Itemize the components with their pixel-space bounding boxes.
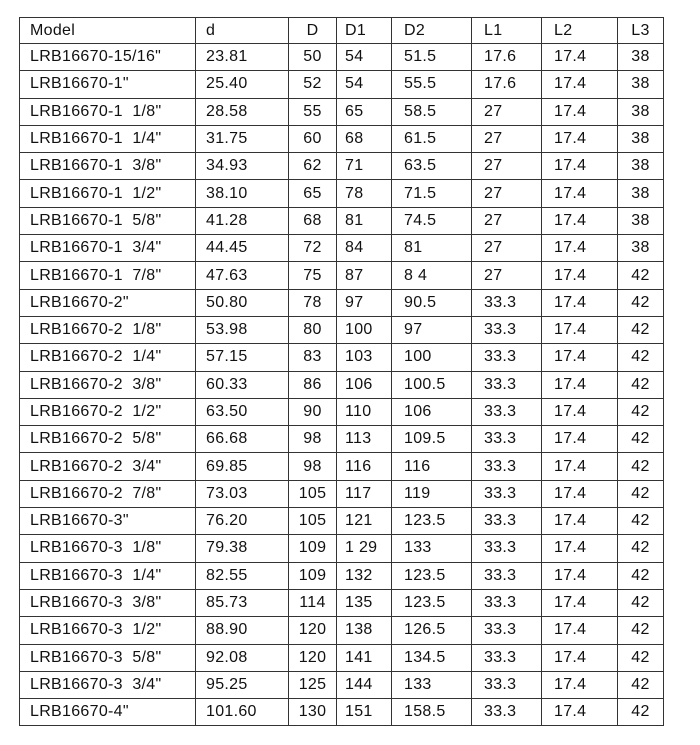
cell-d1: 106 (337, 371, 392, 398)
table-row (20, 453, 664, 480)
cell-l3: 42 (618, 535, 664, 562)
cell-d1: 144 (337, 671, 392, 698)
cell-l2: 17.4 (542, 207, 618, 234)
cell-d: 92.08 (196, 644, 289, 671)
table-row (20, 508, 664, 535)
cell-l2: 17.4 (542, 480, 618, 507)
cell-l3: 42 (618, 316, 664, 343)
cell-d: 44.45 (196, 235, 289, 262)
cell-l1: 33.3 (472, 289, 542, 316)
table-row (20, 426, 664, 453)
cell-l3: 42 (618, 426, 664, 453)
cell-d1: 1 29 (337, 535, 392, 562)
cell-d: 38.10 (196, 180, 289, 207)
cell-l1: 33.3 (472, 426, 542, 453)
cell-outer-d: 105 (289, 508, 337, 535)
cell-l3: 42 (618, 644, 664, 671)
cell-model: LRB16670-15/16" (20, 44, 196, 71)
cell-l2: 17.4 (542, 44, 618, 71)
cell-l1: 27 (472, 207, 542, 234)
cell-d1: 100 (337, 316, 392, 343)
cell-outer-d: 65 (289, 180, 337, 207)
table-row (20, 316, 664, 343)
cell-l1: 33.3 (472, 508, 542, 535)
cell-d1: 71 (337, 153, 392, 180)
cell-l1: 33.3 (472, 699, 542, 726)
cell-model: LRB16670-2 5/8" (20, 426, 196, 453)
table-row (20, 289, 664, 316)
cell-d2: 8 4 (392, 262, 472, 289)
cell-d1: 78 (337, 180, 392, 207)
cell-d: 23.81 (196, 44, 289, 71)
cell-l2: 17.4 (542, 289, 618, 316)
cell-d1: 84 (337, 235, 392, 262)
cell-l1: 27 (472, 125, 542, 152)
cell-outer-d: 80 (289, 316, 337, 343)
cell-d: 76.20 (196, 508, 289, 535)
cell-l3: 42 (618, 289, 664, 316)
column-header-l3: L3 (618, 18, 664, 44)
cell-l1: 33.3 (472, 562, 542, 589)
cell-outer-d: 105 (289, 480, 337, 507)
cell-outer-d: 86 (289, 371, 337, 398)
cell-d2: 134.5 (392, 644, 472, 671)
table-row (20, 589, 664, 616)
cell-outer-d: 55 (289, 98, 337, 125)
table-row (20, 371, 664, 398)
cell-l1: 33.3 (472, 617, 542, 644)
cell-l2: 17.4 (542, 589, 618, 616)
table-row (20, 344, 664, 371)
cell-model: LRB16670-1 1/8" (20, 98, 196, 125)
cell-l3: 42 (618, 262, 664, 289)
table-row (20, 125, 664, 152)
table-row (20, 535, 664, 562)
cell-outer-d: 120 (289, 644, 337, 671)
table-row (20, 44, 664, 71)
cell-model: LRB16670-2 1/8" (20, 316, 196, 343)
cell-outer-d: 109 (289, 535, 337, 562)
cell-d: 25.40 (196, 71, 289, 98)
table-row (20, 398, 664, 425)
cell-model: LRB16670-1 1/4" (20, 125, 196, 152)
cell-l2: 17.4 (542, 316, 618, 343)
cell-d1: 110 (337, 398, 392, 425)
cell-d2: 58.5 (392, 98, 472, 125)
cell-d1: 116 (337, 453, 392, 480)
cell-d2: 109.5 (392, 426, 472, 453)
cell-d: 73.03 (196, 480, 289, 507)
cell-d: 28.58 (196, 98, 289, 125)
cell-d: 60.33 (196, 371, 289, 398)
cell-d1: 113 (337, 426, 392, 453)
cell-model: LRB16670-3 1/8" (20, 535, 196, 562)
cell-l3: 42 (618, 453, 664, 480)
cell-d: 53.98 (196, 316, 289, 343)
table-row (20, 262, 664, 289)
cell-l3: 42 (618, 699, 664, 726)
cell-model: LRB16670-2 1/2" (20, 398, 196, 425)
cell-d2: 55.5 (392, 71, 472, 98)
column-header-d: d (196, 18, 289, 44)
cell-d2: 97 (392, 316, 472, 343)
cell-l2: 17.4 (542, 262, 618, 289)
cell-l2: 17.4 (542, 153, 618, 180)
cell-outer-d: 98 (289, 426, 337, 453)
cell-d: 101.60 (196, 699, 289, 726)
cell-model: LRB16670-3 1/4" (20, 562, 196, 589)
cell-l2: 17.4 (542, 398, 618, 425)
cell-l3: 38 (618, 180, 664, 207)
cell-d2: 74.5 (392, 207, 472, 234)
cell-d: 85.73 (196, 589, 289, 616)
cell-l1: 33.3 (472, 644, 542, 671)
cell-l2: 17.4 (542, 235, 618, 262)
cell-model: LRB16670-1 7/8" (20, 262, 196, 289)
cell-l3: 42 (618, 617, 664, 644)
cell-l3: 38 (618, 153, 664, 180)
cell-l1: 27 (472, 153, 542, 180)
cell-l1: 33.3 (472, 480, 542, 507)
cell-d1: 103 (337, 344, 392, 371)
cell-l1: 33.3 (472, 344, 542, 371)
table-body (20, 44, 664, 726)
cell-d2: 61.5 (392, 125, 472, 152)
cell-l2: 17.4 (542, 344, 618, 371)
cell-model: LRB16670-3" (20, 508, 196, 535)
cell-d1: 81 (337, 207, 392, 234)
header-row (20, 18, 664, 44)
cell-l2: 17.4 (542, 644, 618, 671)
cell-d1: 151 (337, 699, 392, 726)
cell-model: LRB16670-1" (20, 71, 196, 98)
cell-l1: 27 (472, 262, 542, 289)
cell-d: 82.55 (196, 562, 289, 589)
cell-l2: 17.4 (542, 125, 618, 152)
cell-l3: 38 (618, 207, 664, 234)
cell-d1: 65 (337, 98, 392, 125)
cell-outer-d: 75 (289, 262, 337, 289)
cell-model: LRB16670-2 1/4" (20, 344, 196, 371)
cell-d2: 116 (392, 453, 472, 480)
cell-d1: 135 (337, 589, 392, 616)
cell-model: LRB16670-1 1/2" (20, 180, 196, 207)
cell-d1: 97 (337, 289, 392, 316)
cell-d2: 71.5 (392, 180, 472, 207)
cell-d: 95.25 (196, 671, 289, 698)
cell-d: 69.85 (196, 453, 289, 480)
cell-outer-d: 109 (289, 562, 337, 589)
cell-l1: 33.3 (472, 371, 542, 398)
cell-d1: 132 (337, 562, 392, 589)
cell-model: LRB16670-1 3/4" (20, 235, 196, 262)
cell-l2: 17.4 (542, 98, 618, 125)
cell-l3: 42 (618, 398, 664, 425)
cell-d: 57.15 (196, 344, 289, 371)
cell-l1: 33.3 (472, 589, 542, 616)
cell-l3: 38 (618, 125, 664, 152)
table-row (20, 71, 664, 98)
table-row (20, 562, 664, 589)
table-row (20, 180, 664, 207)
column-header-outer-d: D (289, 18, 337, 44)
cell-outer-d: 60 (289, 125, 337, 152)
cell-model: LRB16670-2" (20, 289, 196, 316)
cell-model: LRB16670-3 3/4" (20, 671, 196, 698)
cell-d2: 123.5 (392, 589, 472, 616)
cell-d1: 54 (337, 71, 392, 98)
cell-l1: 27 (472, 235, 542, 262)
cell-l2: 17.4 (542, 426, 618, 453)
cell-d2: 100.5 (392, 371, 472, 398)
cell-model: LRB16670-3 5/8" (20, 644, 196, 671)
cell-l3: 38 (618, 235, 664, 262)
cell-l2: 17.4 (542, 535, 618, 562)
table-row (20, 644, 664, 671)
cell-d1: 117 (337, 480, 392, 507)
cell-model: LRB16670-3 1/2" (20, 617, 196, 644)
cell-l2: 17.4 (542, 371, 618, 398)
cell-d2: 126.5 (392, 617, 472, 644)
table-row (20, 235, 664, 262)
cell-outer-d: 125 (289, 671, 337, 698)
cell-d1: 141 (337, 644, 392, 671)
cell-model: LRB16670-2 7/8" (20, 480, 196, 507)
cell-outer-d: 114 (289, 589, 337, 616)
table-row (20, 699, 664, 726)
cell-outer-d: 62 (289, 153, 337, 180)
cell-d2: 123.5 (392, 562, 472, 589)
cell-l3: 42 (618, 344, 664, 371)
cell-outer-d: 98 (289, 453, 337, 480)
cell-d2: 133 (392, 535, 472, 562)
cell-d: 31.75 (196, 125, 289, 152)
cell-l1: 33.3 (472, 535, 542, 562)
cell-outer-d: 120 (289, 617, 337, 644)
column-header-l2: L2 (542, 18, 618, 44)
cell-model: LRB16670-1 5/8" (20, 207, 196, 234)
cell-l2: 17.4 (542, 508, 618, 535)
cell-l2: 17.4 (542, 71, 618, 98)
spec-table-container (19, 17, 664, 726)
cell-d: 66.68 (196, 426, 289, 453)
cell-d: 79.38 (196, 535, 289, 562)
column-header-d1: D1 (337, 18, 392, 44)
table-row (20, 480, 664, 507)
cell-d: 41.28 (196, 207, 289, 234)
cell-d1: 138 (337, 617, 392, 644)
cell-d2: 63.5 (392, 153, 472, 180)
cell-l3: 38 (618, 44, 664, 71)
cell-l3: 42 (618, 589, 664, 616)
cell-l1: 33.3 (472, 453, 542, 480)
cell-d: 47.63 (196, 262, 289, 289)
cell-d2: 90.5 (392, 289, 472, 316)
cell-d2: 81 (392, 235, 472, 262)
cell-l1: 33.3 (472, 671, 542, 698)
cell-l3: 42 (618, 508, 664, 535)
cell-outer-d: 52 (289, 71, 337, 98)
cell-l1: 17.6 (472, 44, 542, 71)
cell-l3: 42 (618, 371, 664, 398)
cell-l2: 17.4 (542, 453, 618, 480)
column-header-l1: L1 (472, 18, 542, 44)
cell-outer-d: 83 (289, 344, 337, 371)
table-row (20, 617, 664, 644)
cell-outer-d: 130 (289, 699, 337, 726)
cell-l3: 42 (618, 562, 664, 589)
table-row (20, 207, 664, 234)
cell-d2: 100 (392, 344, 472, 371)
cell-l1: 33.3 (472, 316, 542, 343)
cell-l3: 42 (618, 671, 664, 698)
cell-l1: 17.6 (472, 71, 542, 98)
cell-outer-d: 72 (289, 235, 337, 262)
cell-model: LRB16670-2 3/4" (20, 453, 196, 480)
cell-l2: 17.4 (542, 562, 618, 589)
cell-l2: 17.4 (542, 671, 618, 698)
cell-outer-d: 90 (289, 398, 337, 425)
cell-d: 34.93 (196, 153, 289, 180)
cell-l1: 27 (472, 180, 542, 207)
cell-d: 88.90 (196, 617, 289, 644)
cell-d2: 106 (392, 398, 472, 425)
cell-d2: 158.5 (392, 699, 472, 726)
table-row (20, 98, 664, 125)
cell-outer-d: 68 (289, 207, 337, 234)
column-header-d2: D2 (392, 18, 472, 44)
cell-outer-d: 78 (289, 289, 337, 316)
cell-l3: 38 (618, 98, 664, 125)
cell-l2: 17.4 (542, 617, 618, 644)
cell-d2: 123.5 (392, 508, 472, 535)
cell-l2: 17.4 (542, 180, 618, 207)
table-row (20, 153, 664, 180)
column-header-model: Model (20, 18, 196, 44)
cell-model: LRB16670-2 3/8" (20, 371, 196, 398)
cell-d: 63.50 (196, 398, 289, 425)
cell-d2: 51.5 (392, 44, 472, 71)
cell-d1: 68 (337, 125, 392, 152)
cell-d2: 119 (392, 480, 472, 507)
cell-d1: 121 (337, 508, 392, 535)
cell-d1: 54 (337, 44, 392, 71)
cell-model: LRB16670-3 3/8" (20, 589, 196, 616)
cell-l1: 27 (472, 98, 542, 125)
cell-d1: 87 (337, 262, 392, 289)
cell-l1: 33.3 (472, 398, 542, 425)
cell-l2: 17.4 (542, 699, 618, 726)
table-row (20, 671, 664, 698)
cell-d2: 133 (392, 671, 472, 698)
cell-model: LRB16670-4" (20, 699, 196, 726)
cell-l3: 42 (618, 480, 664, 507)
cell-outer-d: 50 (289, 44, 337, 71)
cell-l3: 38 (618, 71, 664, 98)
spec-table (19, 17, 664, 726)
cell-model: LRB16670-1 3/8" (20, 153, 196, 180)
cell-d: 50.80 (196, 289, 289, 316)
